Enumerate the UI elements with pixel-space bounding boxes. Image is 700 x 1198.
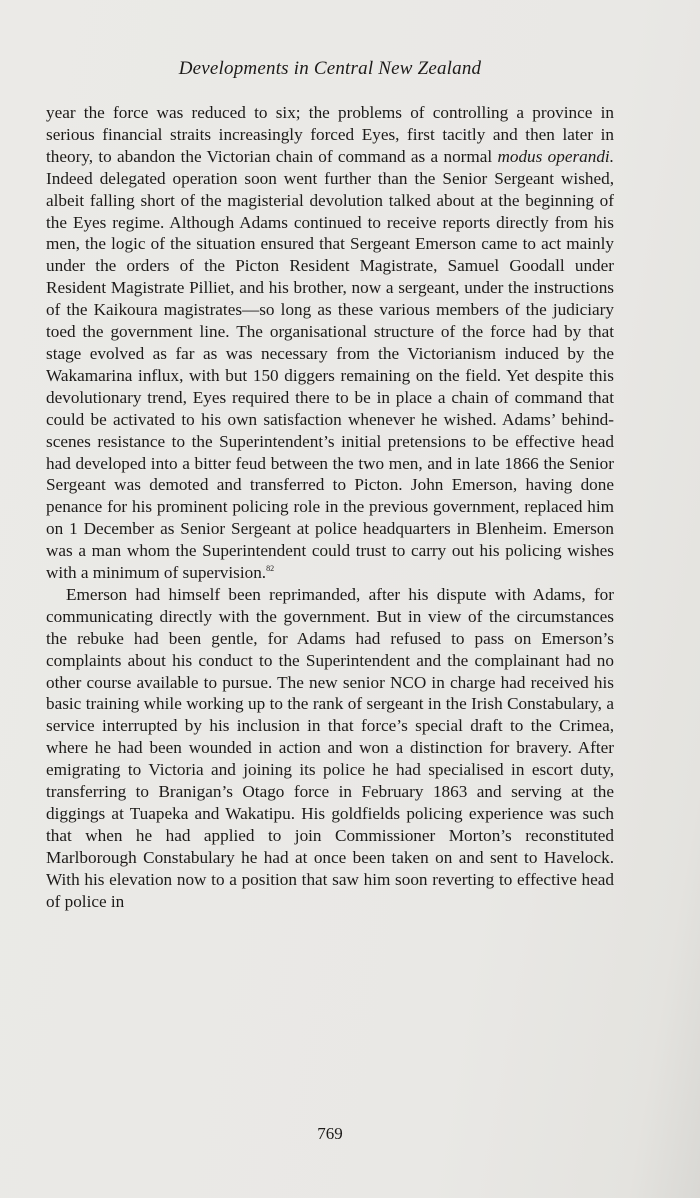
body-text [46,102,614,913]
page-number: 769 [317,1124,343,1143]
running-head: Developments in Central New Zealand [178,58,482,79]
paragraph: Emerson had himself been reprimanded, after his dispute with Adams, for communicating directly with the government. But in view of the circumstances the rebuke had been gentle, for Adams had refused to pass on Emerson’s complaints about his conduct to the Superintendent and the complainant had no other course available to pursue. The new senior NCO in charge had received his basic training while working up to the rank of sergeant in the Irish Constabulary, a service interrupted by his inclusion in that force’s special draft to the Crimea, where he had been wounded in action and won a distinction for bravery. After emigrating to Victoria and joining its police he had specialised in escort duty, transferring to Branigan’s Otago force in February 1863 and serving at the diggings at Tuapeka and Wakatipu. His goldfields policing experience was such that when he had applied to join Commissioner Morton’s reconstituted Marlborough Constabulary he had at once been taken on and sent to Havelock. With his elevation now to a position that saw him soon reverting to effective head of police in [46,584,614,911]
footnote-marker: 82 [266,564,275,574]
paragraph-text: Indeed delegated operation soon went further than the Senior Sergeant wished, albeit falling short of the magisterial devolution talked about at the beginning of the Eyes regime. Although Adams continued to receive reports directly from his men, the logic of the situation ensured that Sergeant Emerson came to act mainly under the orders of the Picton Resident Magistrate, Samuel Goodall under Resident Magistrate Pilliet, and his brother, now a sergeant, under the instructions of the Kaikoura magistrates—so long as these various members of the judiciary toed the government line. The organisational structure of the force had by that stage evolved as far as was necessary from the Victorianism induced by the Wakamarina influx, with but 150 diggers remaining on the field. Yet despite this devolutionary trend, Eyes required there to be in place a chain of command that could be activated to his own satisfaction whenever he wished. Adams’ behind-scenes resistance to the Superintendent’s initial pretensions to be effective head had developed into a bitter feud between the two men, and in late 1866 the Senior Sergeant was demoted and transferred to Picton. John Emerson, having done penance for his prominent policing role in the previous government, replaced him on 1 December as Senior Sergeant at police headquarters in Blenheim. Emerson was a man whom the Superintendent could trust to carry out his policing wishes with a minimum of supervision. [46,168,614,583]
paragraph-text: year the force was reduced to six; the problems of controlling a province in serious financial straits increasingly forced Eyes, first tacitly and then later in theory, to abandon the Victorian chain of command as a normal [46,103,614,166]
emphasis-text: modus operandi. [497,146,614,166]
paragraph [46,102,614,584]
